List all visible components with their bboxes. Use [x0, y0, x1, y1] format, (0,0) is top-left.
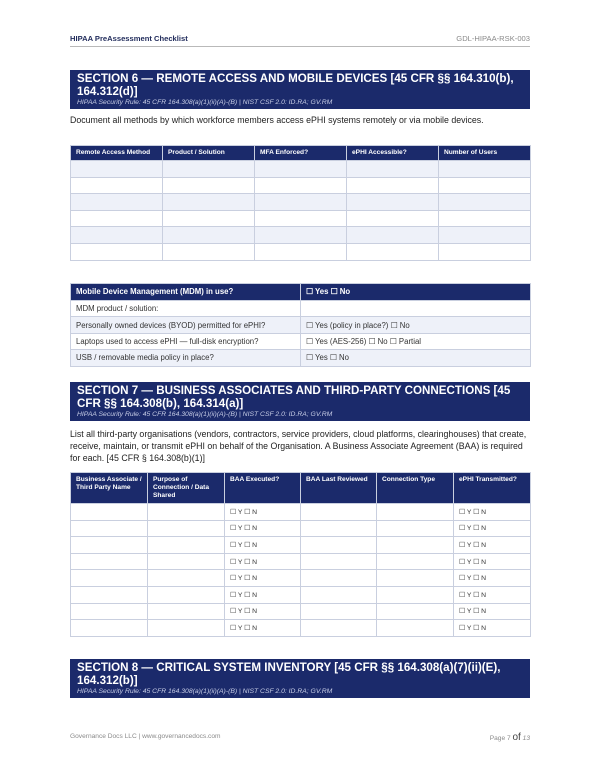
table-cell[interactable] — [255, 243, 347, 260]
table-cell[interactable] — [163, 161, 255, 178]
table-cell[interactable] — [148, 537, 225, 554]
mdm-header-row — [71, 284, 531, 301]
yes-no-checkbox[interactable]: ☐ Y ☐ N — [454, 570, 531, 587]
document-code: GDL-HIPAA-RSK-003 — [456, 34, 530, 43]
table-row — [71, 194, 531, 211]
table-row — [71, 161, 531, 178]
table-cell[interactable] — [71, 603, 148, 620]
table-row — [71, 553, 531, 570]
business-associates-body — [71, 504, 531, 637]
column-header: BAA Executed? — [225, 473, 301, 504]
column-header: Connection Type — [377, 473, 454, 504]
column-header: Number of Users — [439, 146, 531, 161]
table-cell[interactable] — [347, 161, 439, 178]
mdm-checkbox-yes-no[interactable]: ☐ Yes ☐ No — [301, 284, 531, 301]
section-6-subtitle: HIPAA Security Rule: 45 CFR 164.308(a)(1)(ii)(A)-(B) | NIST CSF 2.0: ID.RA; GV.RM — [77, 99, 333, 106]
table-cell[interactable] — [439, 243, 531, 260]
mdm-row-label: MDM product / solution: — [71, 301, 301, 317]
table-row — [71, 537, 531, 554]
section-7-description: List all third-party organisations (vendors, contractors, service providers, cloud platforms, clearinghouses) that create, receive, maintain, or transmit ePHI on behalf of the Organisation. A Business Associate Agreement (BAA) is required for each. [45 CFR § 164.308(b)(1)] — [70, 429, 527, 463]
table-cell[interactable] — [163, 210, 255, 227]
yes-no-checkbox[interactable]: ☐ Y ☐ N — [454, 586, 531, 603]
table-cell[interactable] — [439, 177, 531, 194]
mdm-row-value[interactable]: ☐ Yes (policy in place?) ☐ No — [301, 317, 531, 333]
table-cell[interactable] — [301, 553, 377, 570]
table-row — [71, 333, 531, 349]
section-6-description: Document all methods by which workforce members access ePHI systems remotely or via mobile devices. — [70, 115, 484, 125]
remote-access-body — [71, 161, 531, 261]
section-8-subtitle: HIPAA Security Rule: 45 CFR 164.308(a)(1)(ii)(A)-(B) | NIST CSF 2.0: ID.RA; GV.RM — [77, 688, 333, 695]
table-cell[interactable] — [163, 227, 255, 244]
page-number — [490, 732, 530, 743]
table-cell[interactable] — [301, 520, 377, 537]
table-cell[interactable] — [377, 603, 454, 620]
column-header: Product / Solution — [163, 146, 255, 161]
table-cell[interactable] — [148, 586, 225, 603]
mdm-row-value[interactable] — [301, 301, 531, 317]
table-cell[interactable] — [71, 161, 163, 178]
yes-no-checkbox[interactable]: ☐ Y ☐ N — [454, 620, 531, 637]
remote-access-table — [70, 145, 531, 261]
table-cell[interactable] — [377, 570, 454, 587]
section-7-subtitle: HIPAA Security Rule: 45 CFR 164.308(a)(1)(ii)(A)-(B) | NIST CSF 2.0: ID.RA; GV.RM — [77, 411, 333, 418]
table-row — [71, 620, 531, 637]
table-cell[interactable] — [71, 586, 148, 603]
section-8-heading — [70, 659, 530, 698]
table-cell[interactable] — [347, 194, 439, 211]
table-cell[interactable] — [148, 570, 225, 587]
column-header: ePHI Accessible? — [347, 146, 439, 161]
business-associates-table — [70, 472, 531, 637]
table-cell[interactable] — [347, 243, 439, 260]
table-cell[interactable] — [255, 210, 347, 227]
table-cell[interactable] — [377, 537, 454, 554]
mdm-table — [70, 283, 531, 367]
table-cell[interactable] — [71, 177, 163, 194]
table-cell[interactable] — [439, 210, 531, 227]
business-associates-header-row — [71, 473, 531, 504]
table-cell[interactable] — [148, 504, 225, 521]
table-row — [71, 350, 531, 366]
table-cell[interactable] — [439, 194, 531, 211]
table-cell[interactable] — [255, 161, 347, 178]
remote-access-header-row — [71, 146, 531, 161]
section-8-title: SECTION 8 — CRITICAL SYSTEM INVENTORY [45 CFR §§ 164.308(a)(7)(ii)(E), 164.312(b)] — [77, 661, 501, 687]
section-6-title: SECTION 6 — REMOTE ACCESS AND MOBILE DEVICES [45 CFR §§ 164.310(b), 164.312(d)] — [77, 72, 514, 98]
table-row — [71, 210, 531, 227]
table-cell[interactable] — [377, 504, 454, 521]
yes-no-checkbox[interactable]: ☐ Y ☐ N — [454, 603, 531, 620]
table-cell[interactable] — [377, 586, 454, 603]
table-cell[interactable] — [163, 177, 255, 194]
table-cell[interactable] — [377, 553, 454, 570]
table-cell[interactable] — [255, 177, 347, 194]
table-cell[interactable] — [301, 620, 377, 637]
mdm-row-label: USB / removable media policy in place? — [71, 350, 301, 366]
column-header: Business Associate / Third Party Name — [71, 473, 148, 504]
table-row — [71, 301, 531, 317]
table-cell[interactable] — [71, 227, 163, 244]
yes-no-checkbox[interactable]: ☐ Y ☐ N — [225, 537, 301, 554]
yes-no-checkbox[interactable]: ☐ Y ☐ N — [454, 520, 531, 537]
table-row — [71, 520, 531, 537]
table-cell[interactable] — [71, 537, 148, 554]
table-row — [71, 317, 531, 333]
table-cell[interactable] — [71, 210, 163, 227]
yes-no-checkbox[interactable]: ☐ Y ☐ N — [454, 553, 531, 570]
page-header — [70, 34, 530, 47]
yes-no-checkbox[interactable]: ☐ Y ☐ N — [225, 586, 301, 603]
table-row — [71, 177, 531, 194]
table-cell[interactable] — [377, 520, 454, 537]
section-7-heading — [70, 382, 530, 421]
table-cell[interactable] — [71, 504, 148, 521]
table-cell[interactable] — [163, 194, 255, 211]
table-cell[interactable] — [301, 570, 377, 587]
table-cell[interactable] — [71, 243, 163, 260]
table-row — [71, 586, 531, 603]
yes-no-checkbox[interactable]: ☐ Y ☐ N — [225, 620, 301, 637]
mdm-question: Mobile Device Management (MDM) in use? — [71, 284, 301, 301]
table-row — [71, 227, 531, 244]
mdm-row-value[interactable]: ☐ Yes (AES-256) ☐ No ☐ Partial — [301, 333, 531, 349]
table-cell[interactable] — [71, 520, 148, 537]
table-cell[interactable] — [71, 194, 163, 211]
table-row — [71, 603, 531, 620]
yes-no-checkbox[interactable]: ☐ Y ☐ N — [225, 520, 301, 537]
table-cell[interactable] — [439, 227, 531, 244]
page-label: Page 7 — [489, 735, 511, 742]
table-cell[interactable] — [347, 227, 439, 244]
column-header: MFA Enforced? — [255, 146, 347, 161]
column-header: Purpose of Connection / Data Shared — [148, 473, 225, 504]
table-cell[interactable] — [439, 161, 531, 178]
yes-no-checkbox[interactable]: ☐ Y ☐ N — [225, 603, 301, 620]
page-of: of — [512, 732, 521, 743]
table-cell[interactable] — [255, 194, 347, 211]
table-cell[interactable] — [301, 586, 377, 603]
table-cell[interactable] — [148, 620, 225, 637]
table-cell[interactable] — [255, 227, 347, 244]
table-cell[interactable] — [148, 603, 225, 620]
table-cell[interactable] — [301, 537, 377, 554]
table-cell[interactable] — [71, 570, 148, 587]
section-6-heading — [70, 70, 530, 109]
table-cell[interactable] — [148, 553, 225, 570]
page-total: 13 — [522, 735, 530, 742]
table-cell[interactable] — [377, 620, 454, 637]
mdm-row-label: Personally owned devices (BYOD) permitted for ePHI? — [71, 317, 301, 333]
footer-company: Governance Docs LLC | www.governancedocs.com — [70, 733, 221, 740]
column-header: BAA Last Reviewed — [301, 473, 377, 504]
table-cell[interactable] — [301, 603, 377, 620]
column-header: Remote Access Method — [71, 146, 163, 161]
yes-no-checkbox[interactable]: ☐ Y ☐ N — [225, 504, 301, 521]
table-row — [71, 570, 531, 587]
table-row — [71, 504, 531, 521]
mdm-row-label: Laptops used to access ePHI — full-disk encryption? — [71, 333, 301, 349]
mdm-row-value[interactable]: ☐ Yes ☐ No — [301, 350, 531, 366]
table-cell[interactable] — [347, 210, 439, 227]
document-title: HIPAA PreAssessment Checklist — [70, 34, 188, 43]
section-7-title: SECTION 7 — BUSINESS ASSOCIATES AND THIRD-PARTY CONNECTIONS [45 CFR §§ 164.308(b), 164.314(a)] — [77, 384, 511, 410]
table-cell[interactable] — [301, 504, 377, 521]
yes-no-checkbox[interactable]: ☐ Y ☐ N — [225, 553, 301, 570]
yes-no-checkbox[interactable]: ☐ Y ☐ N — [454, 537, 531, 554]
table-cell[interactable] — [71, 553, 148, 570]
table-row — [71, 243, 531, 260]
table-cell[interactable] — [148, 520, 225, 537]
table-cell[interactable] — [163, 243, 255, 260]
table-cell[interactable] — [71, 620, 148, 637]
table-cell[interactable] — [347, 177, 439, 194]
column-header: ePHI Transmitted? — [454, 473, 531, 504]
yes-no-checkbox[interactable]: ☐ Y ☐ N — [225, 570, 301, 587]
yes-no-checkbox[interactable]: ☐ Y ☐ N — [454, 504, 531, 521]
